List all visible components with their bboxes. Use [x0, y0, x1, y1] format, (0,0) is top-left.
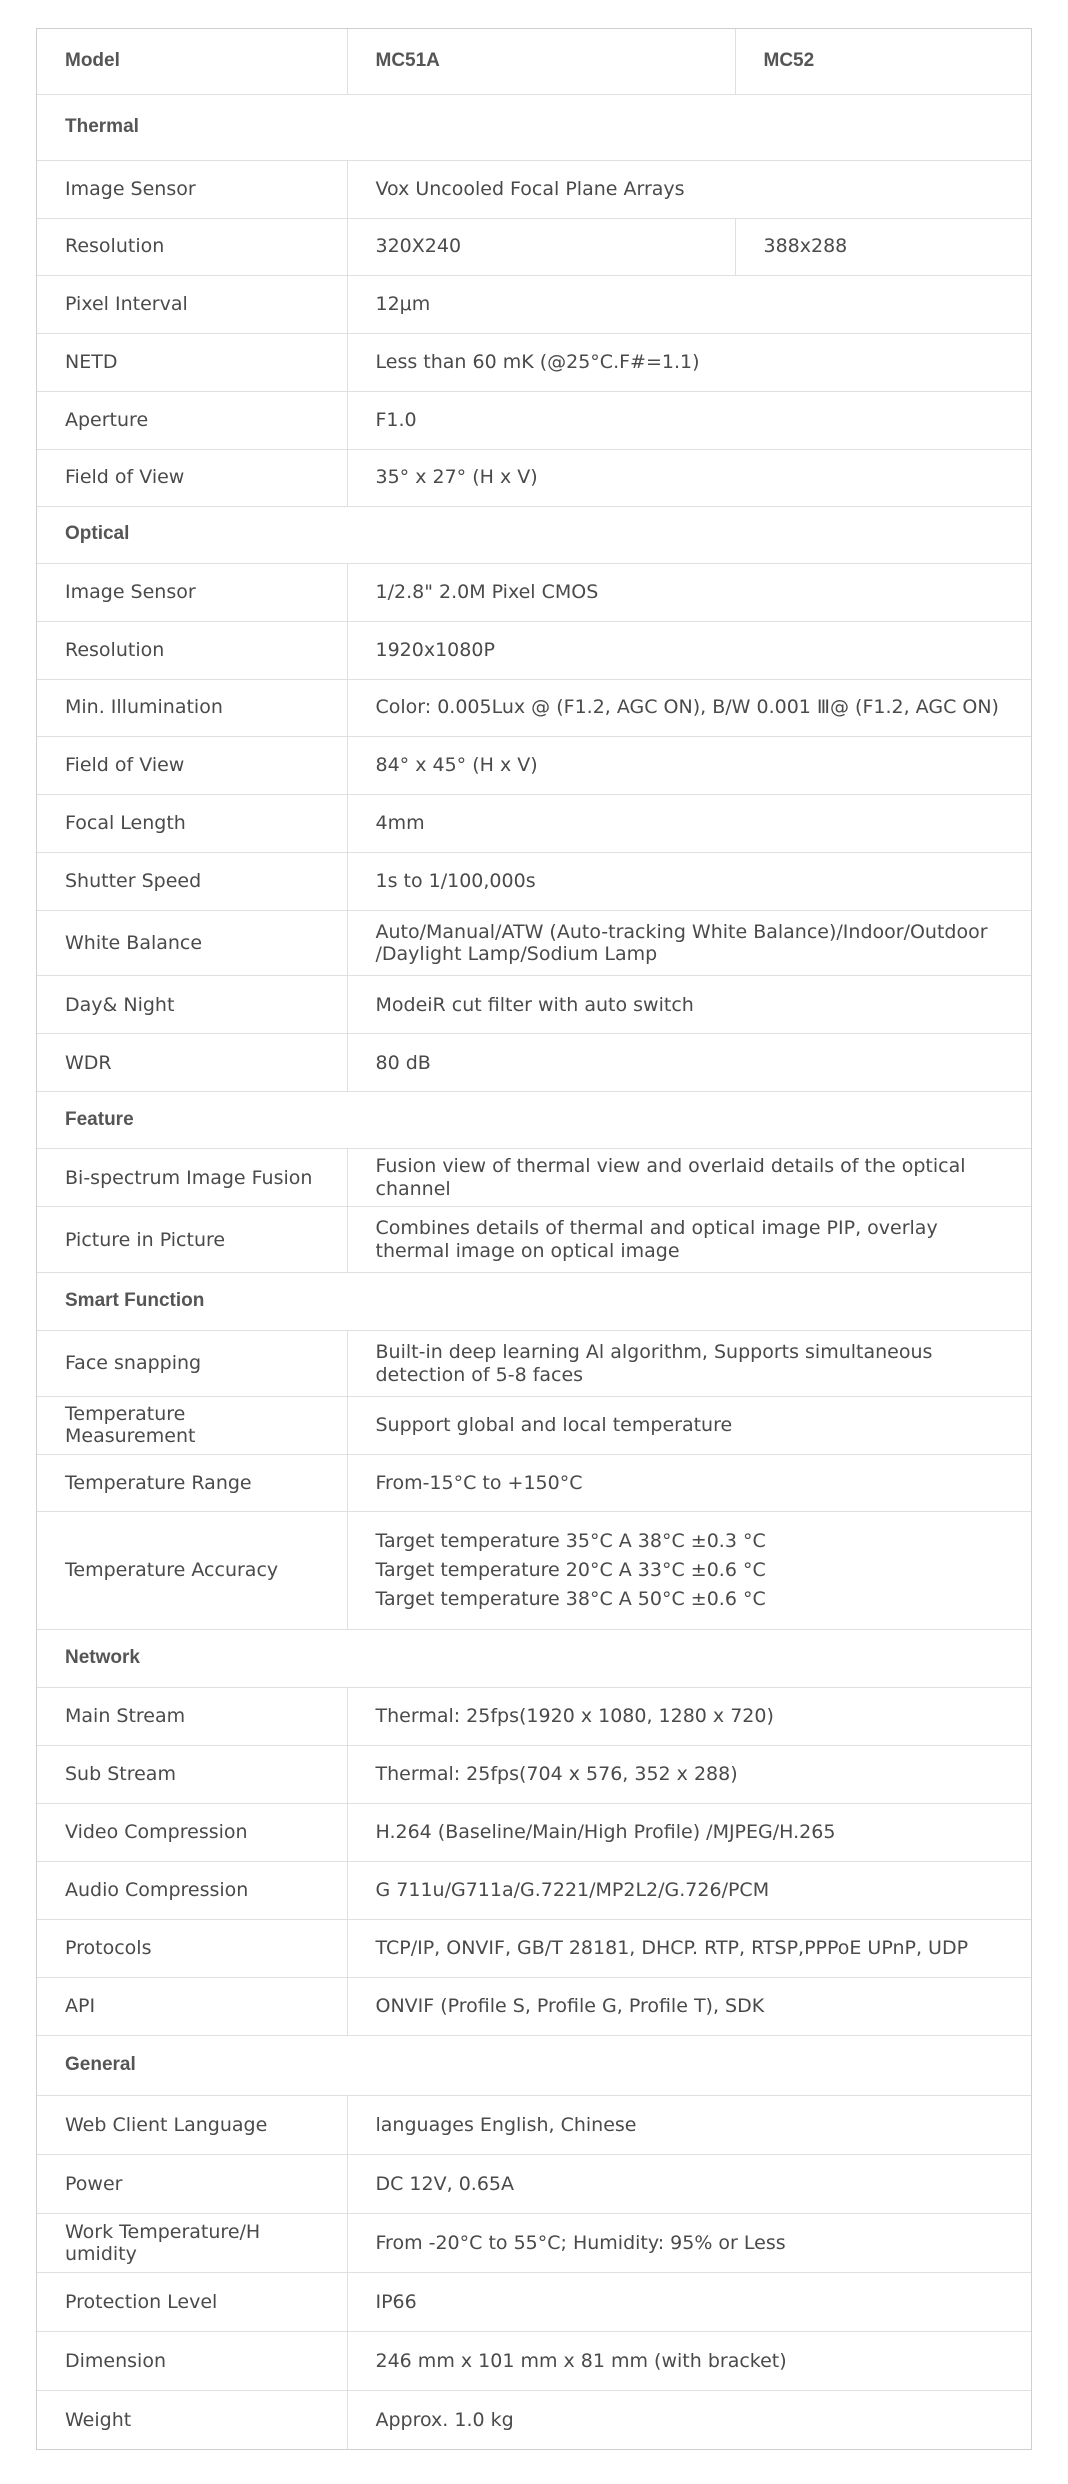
spec-label: Resolution — [37, 621, 347, 679]
spec-value-mc52: 388x288 — [735, 218, 1031, 275]
spec-value: DC 12V, 0.65A — [347, 2154, 1031, 2213]
spec-label: Temperature Accuracy — [37, 1511, 347, 1629]
spec-sheet — [36, 28, 1032, 2450]
spec-value: Vox Uncooled Focal Plane Arrays — [347, 160, 1031, 218]
spec-label: Aperture — [37, 391, 347, 449]
spec-row — [37, 1454, 1031, 1511]
spec-value: IP66 — [347, 2272, 1031, 2331]
spec-row — [37, 218, 1031, 275]
spec-row — [37, 2272, 1031, 2331]
spec-row — [37, 160, 1031, 218]
spec-label: API — [37, 1977, 347, 2035]
spec-value: Thermal: 25fps(704 x 576, 352 x 288) — [347, 1745, 1031, 1803]
spec-label: Temperature Range — [37, 1454, 347, 1511]
model-header-label: Model — [37, 29, 347, 94]
spec-label: Image Sensor — [37, 160, 347, 218]
spec-label: Picture in Picture — [37, 1207, 347, 1273]
section-title: Optical — [37, 506, 1031, 563]
spec-value: 246 mm x 101 mm x 81 mm (with bracket) — [347, 2331, 1031, 2390]
accuracy-values — [347, 1511, 1031, 1629]
spec-value: languages English, Chinese — [347, 2095, 1031, 2154]
spec-row — [37, 910, 1031, 976]
spec-label: Weight — [37, 2390, 347, 2449]
spec-row — [37, 679, 1031, 736]
section-network — [37, 1629, 1031, 1687]
spec-value: 80 dB — [347, 1034, 1031, 1092]
spec-value: Thermal: 25fps(1920 x 1080, 1280 x 720) — [347, 1687, 1031, 1745]
spec-label: Min. Illumination — [37, 679, 347, 736]
spec-row — [37, 2095, 1031, 2154]
spec-value: Less than 60 mK (@25°C.F#=1.1) — [347, 333, 1031, 391]
spec-value: Support global and local temperature — [347, 1396, 1031, 1454]
section-optical — [37, 506, 1031, 563]
spec-value-mc51a: 320X240 — [347, 218, 735, 275]
section-feature — [37, 1092, 1031, 1149]
spec-row — [37, 2331, 1031, 2390]
spec-label: White Balance — [37, 910, 347, 976]
spec-value: Fusion view of thermal view and overlaid details of the optical channel — [347, 1149, 1031, 1207]
spec-row — [37, 2213, 1031, 2272]
spec-label: Field of View — [37, 449, 347, 506]
spec-label: WDR — [37, 1034, 347, 1092]
spec-label: Focal Length — [37, 794, 347, 852]
section-smart-function — [37, 1273, 1031, 1331]
model-b-header: MC52 — [735, 29, 1031, 94]
spec-value: 35° x 27° (H x V) — [347, 449, 1031, 506]
spec-label: Field of View — [37, 736, 347, 794]
spec-row — [37, 1803, 1031, 1861]
model-a-header: MC51A — [347, 29, 735, 94]
spec-row — [37, 1919, 1031, 1977]
spec-label: Resolution — [37, 218, 347, 275]
spec-label: Dimension — [37, 2331, 347, 2390]
section-thermal — [37, 94, 1031, 160]
spec-label: Bi-spectrum Image Fusion — [37, 1149, 347, 1207]
spec-label: Face snapping — [37, 1331, 347, 1397]
spec-value: TCP/IP, ONVIF, GB/T 28181, DHCP. RTP, RTSP,PPPoE UPnP, UDP — [347, 1919, 1031, 1977]
spec-value: 4mm — [347, 794, 1031, 852]
spec-row — [37, 2390, 1031, 2449]
spec-value: 12μm — [347, 275, 1031, 333]
spec-value: Combines details of thermal and optical image PIP, overlay thermal image on optical image — [347, 1207, 1031, 1273]
spec-row — [37, 736, 1031, 794]
spec-row — [37, 621, 1031, 679]
accuracy-line: Target temperature 20°C A 33°C ±0.6 °C — [375, 1558, 766, 1581]
spec-label: Web Client Language — [37, 2095, 347, 2154]
spec-row — [37, 275, 1031, 333]
spec-value: Color: 0.005Lux @ (F1.2, AGC ON), B/W 0.001 Ⅲ@ (F1.2, AGC ON) — [347, 679, 1031, 736]
spec-row — [37, 1149, 1031, 1207]
spec-row — [37, 391, 1031, 449]
spec-value: 84° x 45° (H x V) — [347, 736, 1031, 794]
section-general — [37, 2035, 1031, 2095]
spec-value: Auto/Manual/ATW (Auto-tracking White Balance)/Indoor/Outdoor /Daylight Lamp/Sodium Lamp — [347, 910, 1031, 976]
spec-value: ONVIF (Profile S, Profile G, Profile T), SDK — [347, 1977, 1031, 2035]
spec-value: G 711u/G711a/G.7221/MP2L2/G.726/PCM — [347, 1861, 1031, 1919]
spec-label: Sub Stream — [37, 1745, 347, 1803]
spec-label: Main Stream — [37, 1687, 347, 1745]
spec-label: Pixel Interval — [37, 275, 347, 333]
spec-row — [37, 1331, 1031, 1397]
section-title: General — [37, 2035, 1031, 2095]
spec-row-accuracy — [37, 1511, 1031, 1629]
spec-row — [37, 1207, 1031, 1273]
spec-value: From -20°C to 55°C; Humidity: 95% or Less — [347, 2213, 1031, 2272]
spec-row — [37, 794, 1031, 852]
spec-row — [37, 333, 1031, 391]
section-title: Network — [37, 1629, 1031, 1687]
spec-row — [37, 449, 1031, 506]
section-title: Smart Function — [37, 1273, 1031, 1331]
spec-value: 1/2.8" 2.0M Pixel CMOS — [347, 563, 1031, 621]
spec-value: 1s to 1/100,000s — [347, 852, 1031, 910]
spec-label: Protocols — [37, 1919, 347, 1977]
spec-label: Audio Compression — [37, 1861, 347, 1919]
spec-row — [37, 1861, 1031, 1919]
spec-label: Video Compression — [37, 1803, 347, 1861]
section-title: Feature — [37, 1092, 1031, 1149]
spec-label: Protection Level — [37, 2272, 347, 2331]
spec-label: Power — [37, 2154, 347, 2213]
spec-row — [37, 2154, 1031, 2213]
spec-value: 1920x1080P — [347, 621, 1031, 679]
spec-label: Work Temperature/H umidity — [37, 2213, 347, 2272]
model-header-row — [37, 29, 1031, 94]
spec-row — [37, 1396, 1031, 1454]
accuracy-line: Target temperature 35°C A 38°C ±0.3 °C — [375, 1529, 766, 1552]
spec-row — [37, 976, 1031, 1034]
spec-value: ModeiR cut filter with auto switch — [347, 976, 1031, 1034]
spec-label: Day& Night — [37, 976, 347, 1034]
spec-value: Approx. 1.0 kg — [375, 2408, 514, 2431]
spec-value: From-15°C to +150°C — [347, 1454, 1031, 1511]
spec-row — [37, 1034, 1031, 1092]
spec-row — [37, 1977, 1031, 2035]
spec-label: NETD — [37, 333, 347, 391]
accuracy-line: Target temperature 38°C A 50°C ±0.6 °C — [375, 1587, 766, 1610]
section-title: Thermal — [37, 94, 1031, 160]
spec-table — [37, 29, 1031, 2449]
spec-row — [37, 563, 1031, 621]
spec-row — [37, 1745, 1031, 1803]
spec-value: F1.0 — [347, 391, 1031, 449]
spec-value: H.264 (Baseline/Main/High Profile) /MJPEG/H.265 — [347, 1803, 1031, 1861]
spec-label: Shutter Speed — [37, 852, 347, 910]
spec-row — [37, 852, 1031, 910]
spec-value: Built-in deep learning Al algorithm, Supports simultaneous detection of 5-8 faces — [347, 1331, 1031, 1397]
spec-label: Image Sensor — [37, 563, 347, 621]
spec-label: Temperature Measurement — [37, 1396, 347, 1454]
spec-row — [37, 1687, 1031, 1745]
